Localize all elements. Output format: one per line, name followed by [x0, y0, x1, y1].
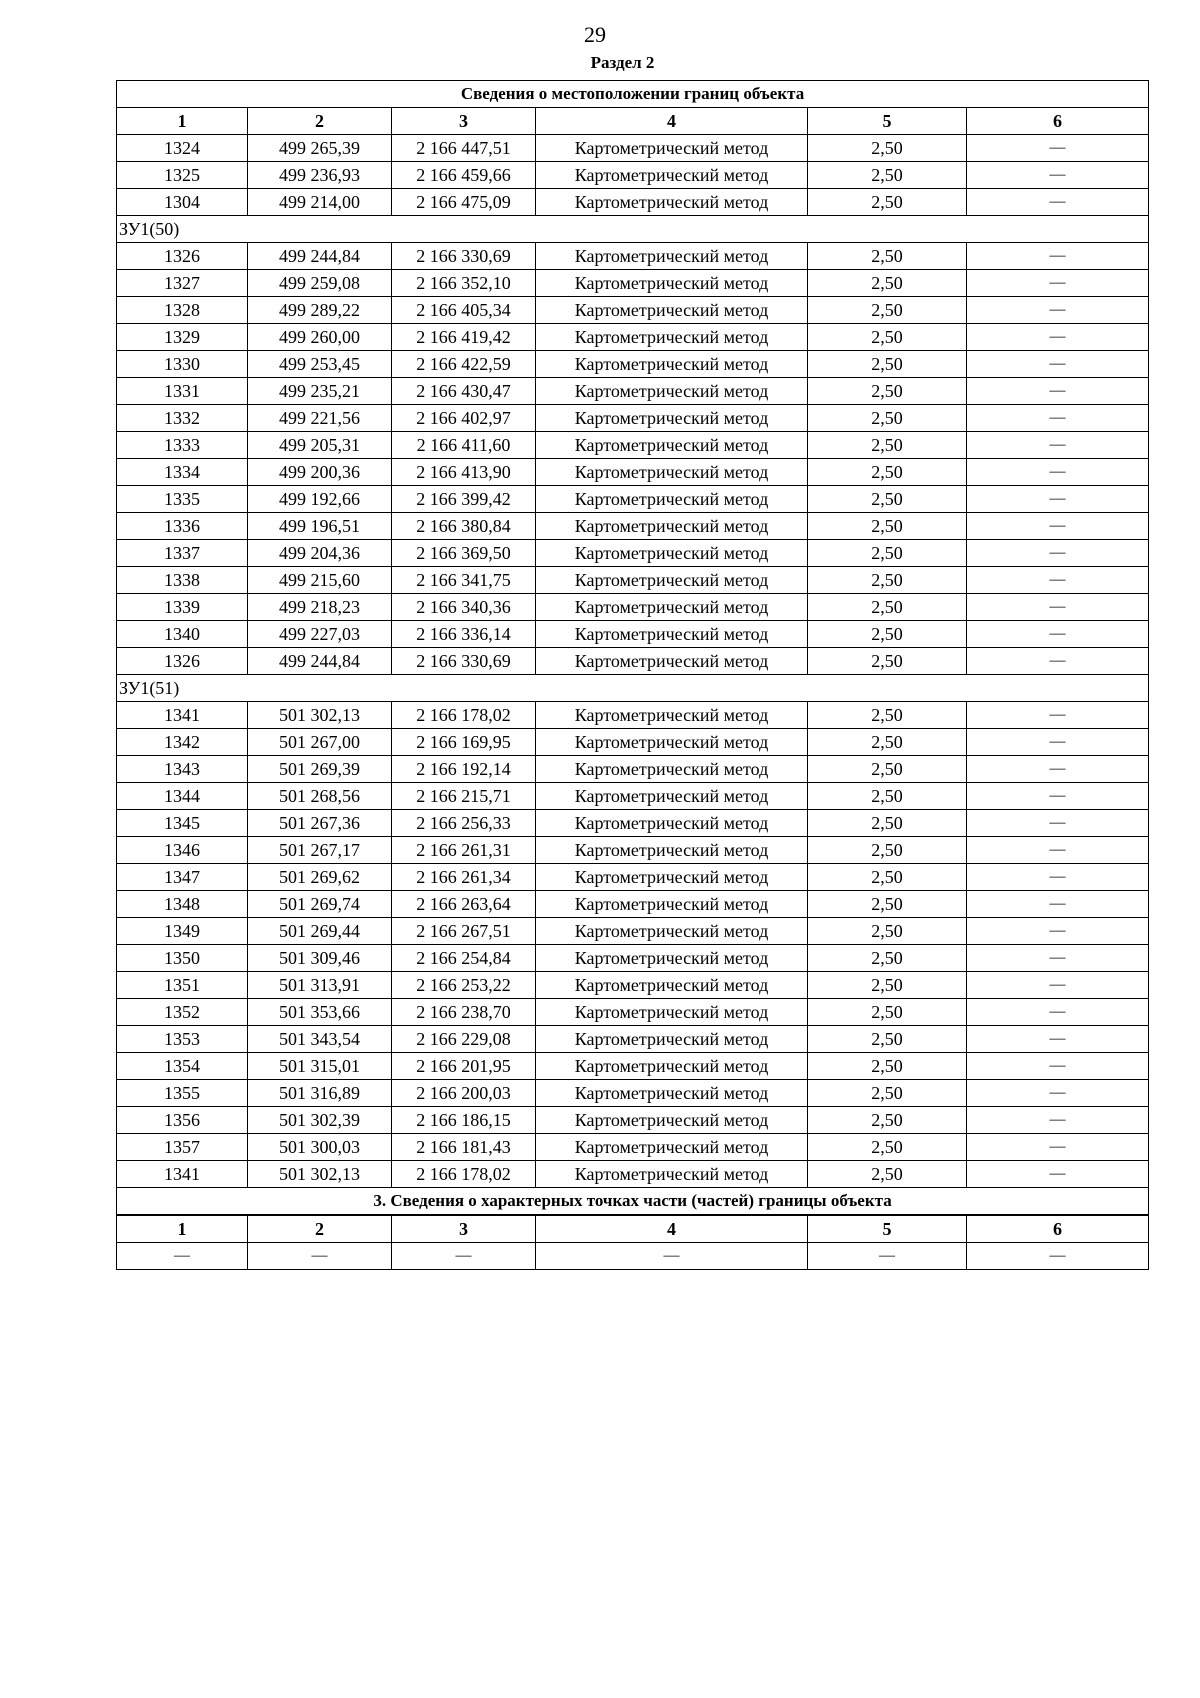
table-cell: — [967, 432, 1149, 459]
table-cell: — [967, 702, 1149, 729]
table-row [117, 945, 1149, 972]
table-cell: — [967, 756, 1149, 783]
table-cell: 2,50 [808, 972, 967, 999]
table-cell: — [536, 1243, 808, 1270]
table-cell: 501 302,13 [248, 1161, 392, 1188]
table-cell: — [808, 1243, 967, 1270]
table-cell: — [967, 594, 1149, 621]
table-cell: 1325 [117, 162, 248, 189]
table-cell: 1326 [117, 243, 248, 270]
table-cell: 499 253,45 [248, 351, 392, 378]
table-cell: 1357 [117, 1134, 248, 1161]
table-cell: Картометрический метод [536, 351, 808, 378]
table-cell: Картометрический метод [536, 432, 808, 459]
table-cell: 1356 [117, 1107, 248, 1134]
table-cell: 501 267,17 [248, 837, 392, 864]
column-header: 5 [808, 108, 967, 135]
table-title-row [117, 81, 1149, 108]
table-row [117, 540, 1149, 567]
table-cell: Картометрический метод [536, 837, 808, 864]
column-header-row [117, 108, 1149, 135]
table-cell: 2,50 [808, 162, 967, 189]
table-row [117, 1053, 1149, 1080]
table-row [117, 999, 1149, 1026]
table-cell: Картометрический метод [536, 243, 808, 270]
table-cell: 501 302,13 [248, 702, 392, 729]
table-cell: 499 265,39 [248, 135, 392, 162]
table-cell: Картометрический метод [536, 1080, 808, 1107]
table-cell: — [967, 459, 1149, 486]
table-row [117, 756, 1149, 783]
table-cell: 2 166 229,08 [392, 1026, 536, 1053]
boundary-table-body [117, 81, 1149, 1270]
group-label: ЗУ1(51) [117, 675, 1149, 702]
table-cell: 2,50 [808, 621, 967, 648]
table-cell: 501 316,89 [248, 1080, 392, 1107]
table-cell: 2 166 475,09 [392, 189, 536, 216]
table-cell: — [967, 891, 1149, 918]
table-cell: 1344 [117, 783, 248, 810]
table-cell: Картометрический метод [536, 756, 808, 783]
table-row [117, 648, 1149, 675]
table-cell: 2,50 [808, 459, 967, 486]
table-cell: — [967, 297, 1149, 324]
table-cell: 2 166 419,42 [392, 324, 536, 351]
group-row [117, 216, 1149, 243]
table-cell: 2 166 369,50 [392, 540, 536, 567]
table-row [117, 783, 1149, 810]
table-cell: 2 166 215,71 [392, 783, 536, 810]
table-cell: — [967, 648, 1149, 675]
table-cell: 2,50 [808, 702, 967, 729]
table-cell: 2,50 [808, 891, 967, 918]
table-cell: Картометрический метод [536, 540, 808, 567]
table-row [117, 918, 1149, 945]
table-cell: Картометрический метод [536, 1134, 808, 1161]
table-cell: Картометрический метод [536, 891, 808, 918]
table-row [117, 810, 1149, 837]
table-cell: — [967, 972, 1149, 999]
table-cell: 1346 [117, 837, 248, 864]
table-cell: 4 [536, 1215, 808, 1243]
table-cell: Картометрический метод [536, 162, 808, 189]
table-cell: 1350 [117, 945, 248, 972]
table-cell: 2 166 405,34 [392, 297, 536, 324]
table-cell: 2 166 380,84 [392, 513, 536, 540]
table-cell: 1334 [117, 459, 248, 486]
table-cell: 2 166 459,66 [392, 162, 536, 189]
table-row [117, 1161, 1149, 1188]
table-cell: — [967, 135, 1149, 162]
table-cell: — [967, 621, 1149, 648]
table-cell: 1352 [117, 999, 248, 1026]
table-cell: 501 267,00 [248, 729, 392, 756]
table-cell: 1333 [117, 432, 248, 459]
table-cell: — [967, 351, 1149, 378]
table-cell: 1327 [117, 270, 248, 297]
table-cell: 501 269,39 [248, 756, 392, 783]
table-cell: 2 166 341,75 [392, 567, 536, 594]
table-cell: 2,50 [808, 918, 967, 945]
table-cell: 499 221,56 [248, 405, 392, 432]
table-cell: 499 218,23 [248, 594, 392, 621]
table-cell: 501 309,46 [248, 945, 392, 972]
table-cell: 1345 [117, 810, 248, 837]
table-cell: 501 268,56 [248, 783, 392, 810]
table-cell: Картометрический метод [536, 324, 808, 351]
table-cell: 2,50 [808, 837, 967, 864]
section3-row [117, 1243, 1149, 1270]
table-cell: Картометрический метод [536, 405, 808, 432]
table-row [117, 702, 1149, 729]
table-cell: 2,50 [808, 540, 967, 567]
table-cell: — [967, 864, 1149, 891]
table-cell: 499 214,00 [248, 189, 392, 216]
table-cell: 499 215,60 [248, 567, 392, 594]
table-cell: 1338 [117, 567, 248, 594]
section3-title-row [117, 1188, 1149, 1216]
table-cell: — [392, 1243, 536, 1270]
table-cell: 499 289,22 [248, 297, 392, 324]
table-row [117, 729, 1149, 756]
table-cell: 2,50 [808, 1107, 967, 1134]
table-cell: 501 313,91 [248, 972, 392, 999]
table-cell: 2 166 399,42 [392, 486, 536, 513]
table-cell: Картометрический метод [536, 1107, 808, 1134]
table-cell: 2 166 422,59 [392, 351, 536, 378]
column-header: 1 [117, 108, 248, 135]
table-cell: — [117, 1243, 248, 1270]
table-cell: 1348 [117, 891, 248, 918]
table-cell: — [967, 486, 1149, 513]
table-cell: — [967, 405, 1149, 432]
table-cell: Картометрический метод [536, 972, 808, 999]
table-cell: 2 166 169,95 [392, 729, 536, 756]
table-row [117, 351, 1149, 378]
group-label: ЗУ1(50) [117, 216, 1149, 243]
table-row [117, 135, 1149, 162]
table-cell: — [967, 1080, 1149, 1107]
table-cell: 2,50 [808, 1080, 967, 1107]
table-cell: 2 166 253,22 [392, 972, 536, 999]
table-cell: — [967, 729, 1149, 756]
table-cell: 2 166 181,43 [392, 1134, 536, 1161]
table-cell: 499 260,00 [248, 324, 392, 351]
table-cell: 2,50 [808, 1026, 967, 1053]
table-cell: Картометрический метод [536, 648, 808, 675]
table-cell: 2 166 340,36 [392, 594, 536, 621]
table-cell: 501 269,62 [248, 864, 392, 891]
table-cell: 2 166 352,10 [392, 270, 536, 297]
table-row [117, 189, 1149, 216]
table-row [117, 378, 1149, 405]
table-cell: — [967, 918, 1149, 945]
table-cell: 5 [808, 1215, 967, 1243]
table-cell: 499 227,03 [248, 621, 392, 648]
table-cell: 501 269,44 [248, 918, 392, 945]
table-row [117, 297, 1149, 324]
table-cell: 2 166 261,34 [392, 864, 536, 891]
table-cell: Картометрический метод [536, 513, 808, 540]
table-cell: — [248, 1243, 392, 1270]
table-row [117, 459, 1149, 486]
table-cell: Картометрический метод [536, 189, 808, 216]
table-cell: 2,50 [808, 297, 967, 324]
table-cell: 1326 [117, 648, 248, 675]
table-cell: 2,50 [808, 729, 967, 756]
table-cell: Картометрический метод [536, 1026, 808, 1053]
section3-title: 3. Сведения о характерных точках части (частей) границы объекта [117, 1188, 1149, 1216]
table-cell: 2,50 [808, 378, 967, 405]
table-cell: 499 235,21 [248, 378, 392, 405]
table-cell: — [967, 162, 1149, 189]
table-cell: 2 166 413,90 [392, 459, 536, 486]
table-row [117, 1026, 1149, 1053]
table-cell: Картометрический метод [536, 486, 808, 513]
table-cell: 2,50 [808, 513, 967, 540]
table-cell: — [967, 567, 1149, 594]
table-cell: Картометрический метод [536, 945, 808, 972]
table-cell: 2,50 [808, 243, 967, 270]
table-cell: 2 166 192,14 [392, 756, 536, 783]
table-row [117, 972, 1149, 999]
table-cell: 1328 [117, 297, 248, 324]
group-row [117, 675, 1149, 702]
table-cell: 2 166 200,03 [392, 1080, 536, 1107]
table-cell: 2,50 [808, 432, 967, 459]
table-cell: — [967, 1134, 1149, 1161]
table-cell: 1335 [117, 486, 248, 513]
table-cell: 2,50 [808, 486, 967, 513]
table-cell: 2 166 430,47 [392, 378, 536, 405]
table-cell: 2 [248, 1215, 392, 1243]
table-cell: 1304 [117, 189, 248, 216]
table-cell: Картометрический метод [536, 783, 808, 810]
table-row [117, 270, 1149, 297]
table-cell: 2,50 [808, 783, 967, 810]
table-cell: 2,50 [808, 405, 967, 432]
table-cell: 1349 [117, 918, 248, 945]
table-cell: 1337 [117, 540, 248, 567]
boundary-table [116, 80, 1149, 1270]
table-cell: 1342 [117, 729, 248, 756]
table-cell: — [967, 540, 1149, 567]
table-cell: 2 166 402,97 [392, 405, 536, 432]
column-header: 4 [536, 108, 808, 135]
table-cell: 499 244,84 [248, 243, 392, 270]
table-cell: Картометрический метод [536, 999, 808, 1026]
table-cell: 2 166 330,69 [392, 648, 536, 675]
table-cell: 2 166 336,14 [392, 621, 536, 648]
table-cell: 499 205,31 [248, 432, 392, 459]
table-cell: Картометрический метод [536, 918, 808, 945]
table-cell: — [967, 378, 1149, 405]
table-cell: Картометрический метод [536, 135, 808, 162]
table-row [117, 891, 1149, 918]
table-row [117, 243, 1149, 270]
table-cell: 2 166 254,84 [392, 945, 536, 972]
table-cell: 2 166 261,31 [392, 837, 536, 864]
column-header: 2 [248, 108, 392, 135]
table-cell: 2,50 [808, 648, 967, 675]
table-row [117, 1080, 1149, 1107]
table-cell: — [967, 324, 1149, 351]
table-row [117, 864, 1149, 891]
table-cell: Картометрический метод [536, 594, 808, 621]
table-cell: 1 [117, 1215, 248, 1243]
table-cell: 1341 [117, 1161, 248, 1188]
table-cell: 501 267,36 [248, 810, 392, 837]
table-cell: Картометрический метод [536, 810, 808, 837]
table-cell: 2,50 [808, 810, 967, 837]
table-cell: 2 166 256,33 [392, 810, 536, 837]
table-cell: 2,50 [808, 189, 967, 216]
table-cell: 1347 [117, 864, 248, 891]
table-cell: 501 269,74 [248, 891, 392, 918]
table-cell: 2,50 [808, 135, 967, 162]
table-cell: 2 166 330,69 [392, 243, 536, 270]
table-cell: Картометрический метод [536, 621, 808, 648]
table-row [117, 513, 1149, 540]
table-cell: Картометрический метод [536, 729, 808, 756]
table-cell: — [967, 243, 1149, 270]
table-cell: 499 192,66 [248, 486, 392, 513]
table-cell: 2,50 [808, 999, 967, 1026]
table-cell: — [967, 270, 1149, 297]
table-cell: 1353 [117, 1026, 248, 1053]
table-row [117, 837, 1149, 864]
table-cell: 501 300,03 [248, 1134, 392, 1161]
table-cell: Картометрический метод [536, 378, 808, 405]
table-cell: 2,50 [808, 270, 967, 297]
table-cell: 1339 [117, 594, 248, 621]
table-row [117, 405, 1149, 432]
table-cell: 1329 [117, 324, 248, 351]
table-cell: 2,50 [808, 756, 967, 783]
table-cell: — [967, 945, 1149, 972]
table-cell: Картометрический метод [536, 270, 808, 297]
table-title: Сведения о местоположении границ объекта [117, 81, 1149, 108]
table-cell: 1330 [117, 351, 248, 378]
table-cell: 1343 [117, 756, 248, 783]
table-cell: Картометрический метод [536, 702, 808, 729]
table-cell: — [967, 1026, 1149, 1053]
table-cell: 1341 [117, 702, 248, 729]
table-cell: 501 315,01 [248, 1053, 392, 1080]
table-cell: 2 166 178,02 [392, 1161, 536, 1188]
table-cell: 2 166 178,02 [392, 702, 536, 729]
table-cell: 2,50 [808, 864, 967, 891]
table-cell: 2 166 267,51 [392, 918, 536, 945]
table-cell: 501 302,39 [248, 1107, 392, 1134]
table-cell: 499 244,84 [248, 648, 392, 675]
table-cell: 1332 [117, 405, 248, 432]
table-cell: 1324 [117, 135, 248, 162]
table-cell: 499 200,36 [248, 459, 392, 486]
table-cell: 1351 [117, 972, 248, 999]
table-cell: Картометрический метод [536, 567, 808, 594]
column-header: 6 [967, 108, 1149, 135]
table-cell: — [967, 1107, 1149, 1134]
table-row [117, 324, 1149, 351]
table-cell: 2,50 [808, 1053, 967, 1080]
table-row [117, 1107, 1149, 1134]
table-cell: 501 343,54 [248, 1026, 392, 1053]
table-row [117, 567, 1149, 594]
table-cell: 2,50 [808, 351, 967, 378]
table-row [117, 621, 1149, 648]
table-cell: — [967, 810, 1149, 837]
table-cell: — [967, 999, 1149, 1026]
table-cell: 2 166 263,64 [392, 891, 536, 918]
table-cell: 499 204,36 [248, 540, 392, 567]
table-cell: Картометрический метод [536, 459, 808, 486]
column-header: 3 [392, 108, 536, 135]
table-cell: 2 166 447,51 [392, 135, 536, 162]
table-cell: 499 236,93 [248, 162, 392, 189]
table-cell: 1354 [117, 1053, 248, 1080]
table-cell: 2 166 186,15 [392, 1107, 536, 1134]
table-cell: 2,50 [808, 945, 967, 972]
table-cell: 1355 [117, 1080, 248, 1107]
table-cell: 2,50 [808, 594, 967, 621]
table-row [117, 594, 1149, 621]
table-cell: — [967, 837, 1149, 864]
table-cell: 499 259,08 [248, 270, 392, 297]
table-cell: Картометрический метод [536, 1053, 808, 1080]
table-cell: 3 [392, 1215, 536, 1243]
table-cell: — [967, 1243, 1149, 1270]
table-cell: Картометрический метод [536, 297, 808, 324]
table-row [117, 432, 1149, 459]
table-cell: 2 166 201,95 [392, 1053, 536, 1080]
table-cell: — [967, 783, 1149, 810]
table-cell: 1331 [117, 378, 248, 405]
table-cell: 2 166 411,60 [392, 432, 536, 459]
table-cell: 2 166 238,70 [392, 999, 536, 1026]
table-cell: — [967, 1161, 1149, 1188]
page-number: 29 [584, 22, 606, 47]
section-label: Раздел 2 [590, 53, 655, 72]
table-cell: 2,50 [808, 1161, 967, 1188]
table-cell: 501 353,66 [248, 999, 392, 1026]
table-cell: 1336 [117, 513, 248, 540]
table-cell: 2,50 [808, 567, 967, 594]
table-cell: 499 196,51 [248, 513, 392, 540]
table-cell: — [967, 513, 1149, 540]
table-row [117, 162, 1149, 189]
table-cell: Картометрический метод [536, 1161, 808, 1188]
table-cell: — [967, 1053, 1149, 1080]
table-cell: 1340 [117, 621, 248, 648]
table-cell: 2,50 [808, 1134, 967, 1161]
table-row [117, 486, 1149, 513]
table-cell: 2,50 [808, 324, 967, 351]
section3-header-row [117, 1215, 1149, 1243]
table-cell: 6 [967, 1215, 1149, 1243]
table-cell: Картометрический метод [536, 864, 808, 891]
table-cell: — [967, 189, 1149, 216]
table-row [117, 1134, 1149, 1161]
